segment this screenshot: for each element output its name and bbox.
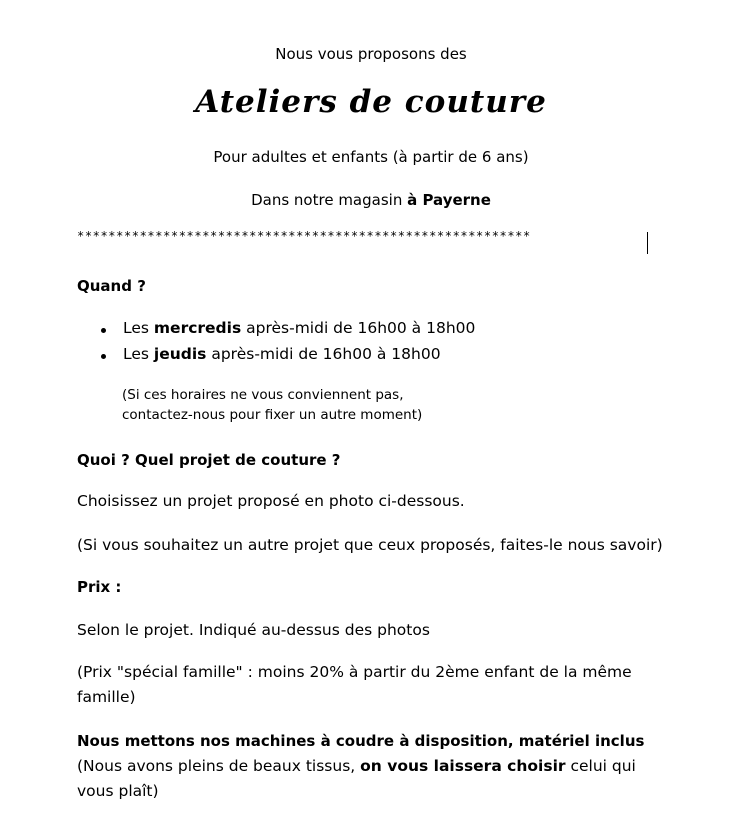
- item-prefix: Les: [123, 319, 154, 337]
- audience-text: Pour adultes et enfants (à partir de 6 ans): [213, 148, 529, 166]
- prix-text: Selon le projet. Indiqué au-dessus des photos: [77, 621, 430, 639]
- bullet-icon: [101, 354, 106, 359]
- separator-line: **********************************************************: [77, 229, 531, 243]
- bullet-icon: [101, 328, 106, 333]
- machines-bold: on vous laissera choisir: [360, 757, 566, 775]
- machines-suffix: celui qui: [565, 757, 636, 775]
- intro-text: Nous vous proposons des: [275, 45, 467, 63]
- machines-text-line1: [77, 757, 636, 775]
- machines-prefix: (Nous avons pleins de beaux tissus,: [77, 757, 361, 775]
- item-prefix: Les: [123, 345, 154, 363]
- quoi-note: (Si vous souhaitez un autre projet que ceux proposés, faites-le nous savoir): [77, 536, 663, 554]
- location-city: à Payerne: [407, 191, 491, 209]
- machines-heading: Nous mettons nos machines à coudre à disposition, matériel inclus: [77, 732, 645, 750]
- quoi-text: Choisissez un projet proposé en photo ci-dessous.: [77, 492, 465, 510]
- prix-note-line2: famille): [77, 688, 136, 706]
- prix-heading: Prix :: [77, 578, 122, 596]
- schedule-item-thursday: [123, 345, 441, 363]
- quand-heading: Quand ?: [77, 277, 146, 295]
- item-suffix: après-midi de 16h00 à 18h00: [241, 319, 476, 337]
- quoi-heading: Quoi ? Quel projet de couture ?: [77, 451, 341, 469]
- machines-text-line2: vous plaît): [77, 782, 159, 800]
- item-day: jeudis: [153, 345, 207, 363]
- location-text: [0, 191, 742, 209]
- text-cursor: [647, 232, 648, 254]
- prix-note-line1: (Prix "spécial famille" : moins 20% à partir du 2ème enfant de la même: [77, 663, 632, 681]
- item-suffix: après-midi de 16h00 à 18h00: [206, 345, 441, 363]
- schedule-note-line1: (Si ces horaires ne vous conviennent pas,: [122, 387, 404, 403]
- page-title: Ateliers de couture: [195, 84, 547, 120]
- schedule-note-line2: contactez-nous pour fixer un autre moment): [122, 407, 423, 423]
- location-prefix: Dans notre magasin: [251, 191, 408, 209]
- item-day: mercredis: [153, 319, 242, 337]
- schedule-item-wednesday: [123, 319, 475, 337]
